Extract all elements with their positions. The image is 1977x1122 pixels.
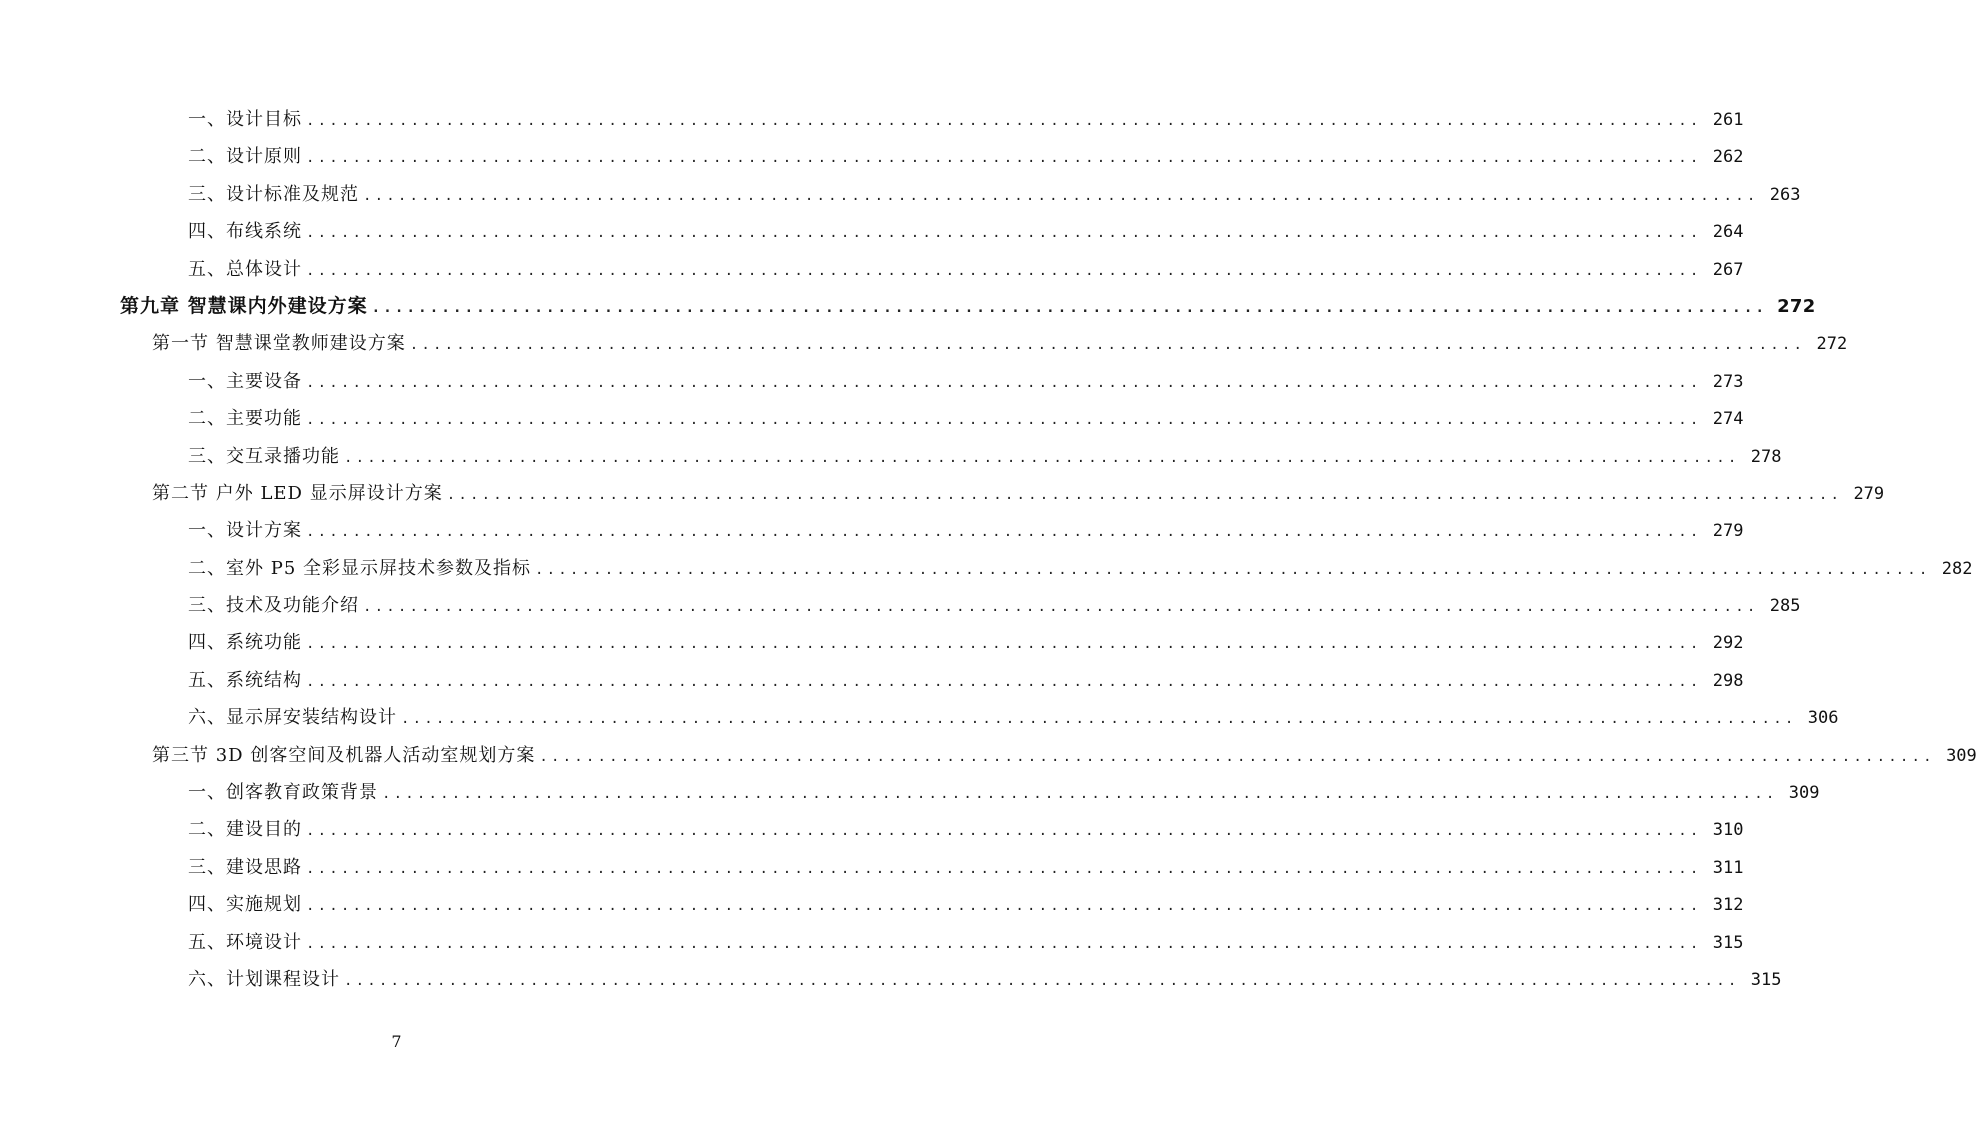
toc-entry-page: 263	[1769, 184, 1801, 205]
toc-entry-title: 四、布线系统	[188, 221, 302, 243]
dot-leader: ........................................................................................................................	[306, 262, 1702, 279]
toc-entry[interactable]	[0, 475, 1885, 512]
toc-entry-page: 264	[1712, 222, 1744, 243]
toc-entry[interactable]	[0, 699, 1839, 736]
toc-entry-page: 311	[1712, 857, 1744, 878]
toc-entry[interactable]	[0, 288, 1816, 325]
dot-leader: ........................................................................................................................	[371, 299, 1768, 316]
toc-entry[interactable]	[0, 849, 1744, 886]
toc-entry[interactable]	[0, 438, 1782, 475]
toc-entry[interactable]	[0, 624, 1744, 661]
toc-entry-page: 282	[1941, 558, 1973, 579]
dot-leader: ........................................................................................................................	[306, 823, 1702, 840]
toc-entry-title: 二、建设目的	[188, 819, 302, 841]
toc-entry-title: 五、环境设计	[188, 931, 302, 953]
dot-leader: ........................................................................................................................	[306, 374, 1702, 391]
toc-entry-title: 二、室外 P5 全彩显示屏技术参数及指标	[188, 557, 532, 579]
toc-entry[interactable]	[0, 886, 1744, 923]
toc-entry[interactable]	[0, 737, 1977, 774]
toc-entry[interactable]	[0, 924, 1744, 961]
dot-leader: ........................................................................................................................	[306, 636, 1702, 653]
dot-leader: ........................................................................................................................	[539, 748, 1935, 765]
toc-entry-title: 一、创客教育政策背景	[188, 782, 378, 804]
toc-entry-page: 279	[1853, 483, 1885, 504]
toc-entry-title: 一、主要设备	[188, 370, 302, 392]
toc-entry[interactable]	[0, 251, 1744, 288]
toc-entry-title: 三、设计标准及规范	[188, 183, 359, 205]
toc-entry-title: 五、系统结构	[188, 669, 302, 691]
toc-entry-page: 285	[1769, 596, 1801, 617]
toc-entry-page: 306	[1807, 708, 1839, 729]
toc-entry-page: 279	[1712, 521, 1744, 542]
dot-leader: ........................................................................................................................	[306, 860, 1702, 877]
toc-entry-title: 第二节 户外 LED 显示屏设计方案	[152, 482, 443, 504]
toc-entry[interactable]	[0, 138, 1744, 175]
toc-entry[interactable]	[0, 587, 1801, 624]
toc-entry-page: 292	[1712, 633, 1744, 654]
toc-entry-page: 315	[1712, 932, 1744, 953]
dot-leader: ........................................................................................................................	[344, 972, 1740, 989]
toc-entry-page: 315	[1750, 969, 1782, 990]
toc-entry-page: 309	[1946, 745, 1977, 766]
toc-entry-page: 309	[1788, 783, 1820, 804]
toc-entry[interactable]	[0, 101, 1744, 138]
toc-entry[interactable]	[0, 811, 1744, 848]
toc-entry-title: 二、设计原则	[188, 146, 302, 168]
page-number: 7	[391, 1032, 402, 1051]
toc-entry[interactable]	[0, 961, 1782, 998]
dot-leader: ........................................................................................................................	[382, 786, 1778, 803]
dot-leader: ........................................................................................................................	[344, 449, 1740, 466]
dot-leader: ........................................................................................................................	[306, 113, 1702, 129]
toc-entry-title: 三、建设思路	[188, 856, 302, 878]
dot-leader: ........................................................................................................................	[306, 673, 1702, 690]
toc-entry-title: 三、技术及功能介绍	[188, 595, 359, 617]
toc-entry[interactable]	[0, 550, 1973, 587]
dot-leader: ........................................................................................................................	[363, 599, 1759, 616]
toc-entry-page: 267	[1712, 259, 1744, 280]
dot-leader: ........................................................................................................................	[409, 337, 1806, 354]
toc-entry-page: 261	[1712, 110, 1744, 130]
toc-entry-page: 272	[1816, 334, 1848, 355]
toc-entry-title: 四、实施规划	[188, 894, 302, 916]
toc-entry-title: 三、交互录播功能	[188, 445, 340, 467]
toc-entry[interactable]	[0, 662, 1744, 699]
toc-entry-title: 二、主要功能	[188, 408, 302, 430]
dot-leader: ........................................................................................................................	[306, 898, 1702, 915]
toc-entry-title: 第一节 智慧课堂教师建设方案	[152, 333, 406, 355]
toc-entry[interactable]	[0, 363, 1744, 400]
dot-leader: ........................................................................................................................	[306, 225, 1702, 242]
dot-leader: ........................................................................................................................	[363, 187, 1759, 204]
toc-entry-page: 262	[1712, 147, 1744, 168]
dot-leader: ........................................................................................................................	[306, 412, 1702, 429]
toc-entry-title: 一、设计目标	[188, 109, 302, 130]
toc-entry[interactable]	[0, 400, 1744, 437]
dot-leader: ........................................................................................................................	[446, 486, 1843, 503]
dot-leader: ........................................................................................................................	[306, 150, 1702, 167]
dot-leader: ........................................................................................................................	[535, 561, 1931, 578]
dot-leader: ........................................................................................................................	[401, 711, 1797, 728]
toc-entry-page: 298	[1712, 670, 1744, 691]
toc-entry[interactable]	[0, 213, 1744, 250]
toc-entry-title: 一、设计方案	[188, 520, 302, 542]
toc-entry-page: 272	[1777, 295, 1816, 317]
toc-entry-title: 第九章 智慧课内外建设方案	[120, 294, 368, 317]
toc-entry-title: 四、系统功能	[188, 632, 302, 654]
toc-entry-page: 278	[1750, 446, 1782, 467]
toc-entry-title: 第三节 3D 创客空间及机器人活动室规划方案	[152, 744, 536, 766]
toc-entry-title: 六、显示屏安装结构设计	[188, 707, 397, 729]
toc-entry-title: 五、总体设计	[188, 258, 302, 280]
toc-entry[interactable]	[0, 774, 1820, 811]
dot-leader: ........................................................................................................................	[306, 935, 1702, 952]
toc-entry-page: 273	[1712, 371, 1744, 392]
table-of-contents	[0, 101, 1977, 998]
toc-entry[interactable]	[0, 325, 1848, 362]
toc-entry-page: 274	[1712, 409, 1744, 430]
toc-entry-page: 310	[1712, 820, 1744, 841]
toc-entry-title: 六、计划课程设计	[188, 968, 340, 990]
toc-entry[interactable]	[0, 176, 1801, 213]
dot-leader: ........................................................................................................................	[306, 524, 1702, 541]
toc-entry-page: 312	[1712, 895, 1744, 916]
toc-entry[interactable]	[0, 512, 1744, 549]
